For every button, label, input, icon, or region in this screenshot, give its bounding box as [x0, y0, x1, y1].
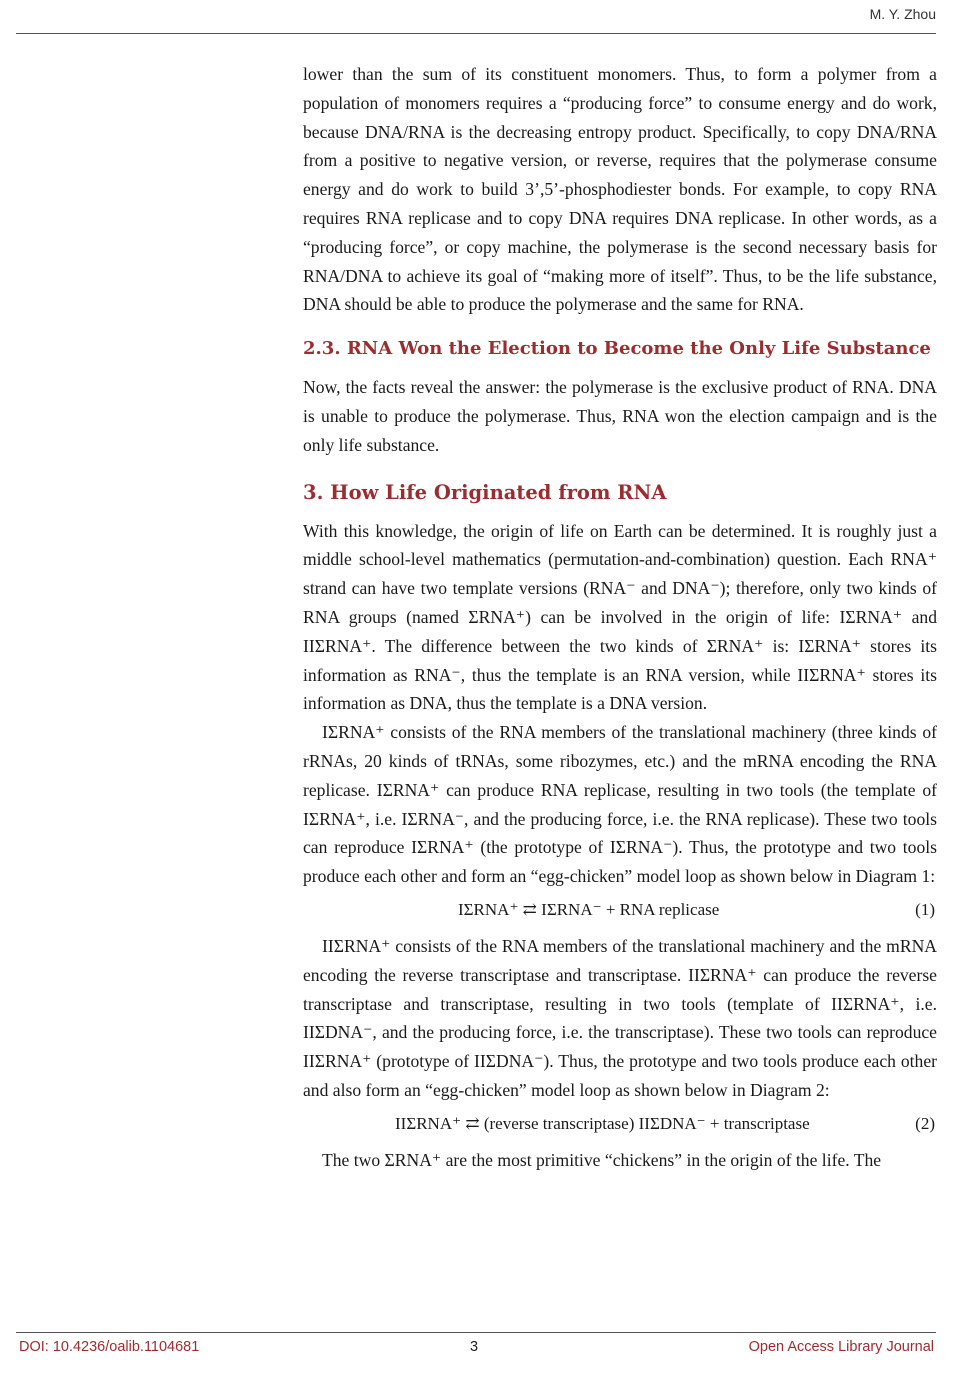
equation-1-expression: IΣRNA⁺ ⇄ IΣRNA⁻ + RNA replicase: [458, 899, 720, 919]
footer-journal-link[interactable]: Open Access Library Journal: [748, 1339, 934, 1355]
section-heading-2-3: 2.3. RNA Won the Election to Become the Only Life Substance: [303, 338, 931, 360]
paragraph-primitive-chickens: The two ΣRNA⁺ are the most primitive “chickens” in the origin of the life. The: [322, 1149, 882, 1170]
running-header-author: M. Y. Zhou: [869, 6, 936, 22]
footer-divider: [16, 1332, 936, 1333]
equation-2-number: (2): [915, 1113, 935, 1133]
equation-1-number: (1): [915, 899, 935, 919]
paragraph-ii-sigma-rna: IIΣRNA⁺ consists of the RNA members of the translational machinery and the mRNA encoding the reverse transcriptase and transcriptase. IIΣRNA⁺ can produce the reverse transcriptase and transcriptase, resulting in two tools (template of IIΣRNA⁺, i.e. IIΣDNA⁻, and the producing force, i.e. the transcriptase). These two tools can reproduce IIΣRNA⁺ (prototype of IIΣDNA⁻). Thus, the prototype and two tools produce each other and also form an “egg-chicken” model loop as shown below in Diagram 2:: [303, 935, 937, 1100]
paragraph-i-sigma-rna: IΣRNA⁺ consists of the RNA members of the translational machinery (three kinds of rRNAs, 20 kinds of tRNAs, some ribozymes, etc.) and the mRNA encoding the RNA replicase. IΣRNA⁺ can produce RNA replicase, resulting in two tools (the template of IΣRNA⁺, i.e. IΣRNA⁻, and the producing force, i.e. the RNA replicase). These two tools can reproduce IΣRNA⁺ (the prototype of IΣRNA⁻). Thus, the prototype and two tools produce each other and form an “egg-chicken” model loop as shown below in Diagram 1:: [303, 722, 937, 887]
equation-1: [303, 891, 937, 929]
page-body: [303, 60, 937, 1175]
footer-page-number: 3: [470, 1339, 479, 1355]
paragraph-polymer-energy: lower than the sum of its constituent monomers. Thus, to form a polymer from a population of monomers requires a “producing force” to consume energy and do work, because DNA/RNA is the decreasing entropy product. Specifically, to copy DNA/RNA from a positive to negative version, or reverse, requires that the polymerase consume energy and do work to build 3’,5’-phosphodiester bonds. For example, to copy RNA requires RNA replicase and to copy DNA requires DNA replicase. In other words, as a “producing force”, or copy machine, the polymerase is the second necessary basis for RNA/DNA to achieve its goal of “making more of itself”. Thus, to be the life substance, DNA should be able to produce the polymerase and the same for RNA.: [303, 64, 937, 315]
footer-doi-link[interactable]: DOI: 10.4236/oalib.1104681: [19, 1339, 200, 1355]
paragraph-origin-of-life: With this knowledge, the origin of life on Earth can be determined. It is roughly just a middle school-level mathematics (permutation-and-combination) question. Each RNA⁺ strand can have two template versions (RNA⁻ and DNA⁻); therefore, only two kinds of RNA groups (named ΣRNA⁺) can be involved in the origin of life: IΣRNA⁺ and IIΣRNA⁺. The difference between the two kinds of ΣRNA⁺ is: IΣRNA⁺ stores its information as RNA⁻, thus the template is an RNA version, while IIΣRNA⁺ stores its information as DNA, thus the template is a DNA version.: [303, 520, 937, 714]
equation-2: [303, 1105, 937, 1143]
paragraph-rna-election: Now, the facts reveal the answer: the polymerase is the exclusive product of RNA. DNA is unable to produce the polymerase. Thus, RNA won the election campaign and is the only life substance.: [303, 377, 937, 455]
equation-2-expression: IIΣRNA⁺ ⇄ (reverse transcriptase) IIΣDNA⁻ + transcriptase: [395, 1113, 810, 1133]
section-heading-3: 3. How Life Originated from RNA: [303, 480, 667, 504]
header-divider: [16, 33, 936, 34]
